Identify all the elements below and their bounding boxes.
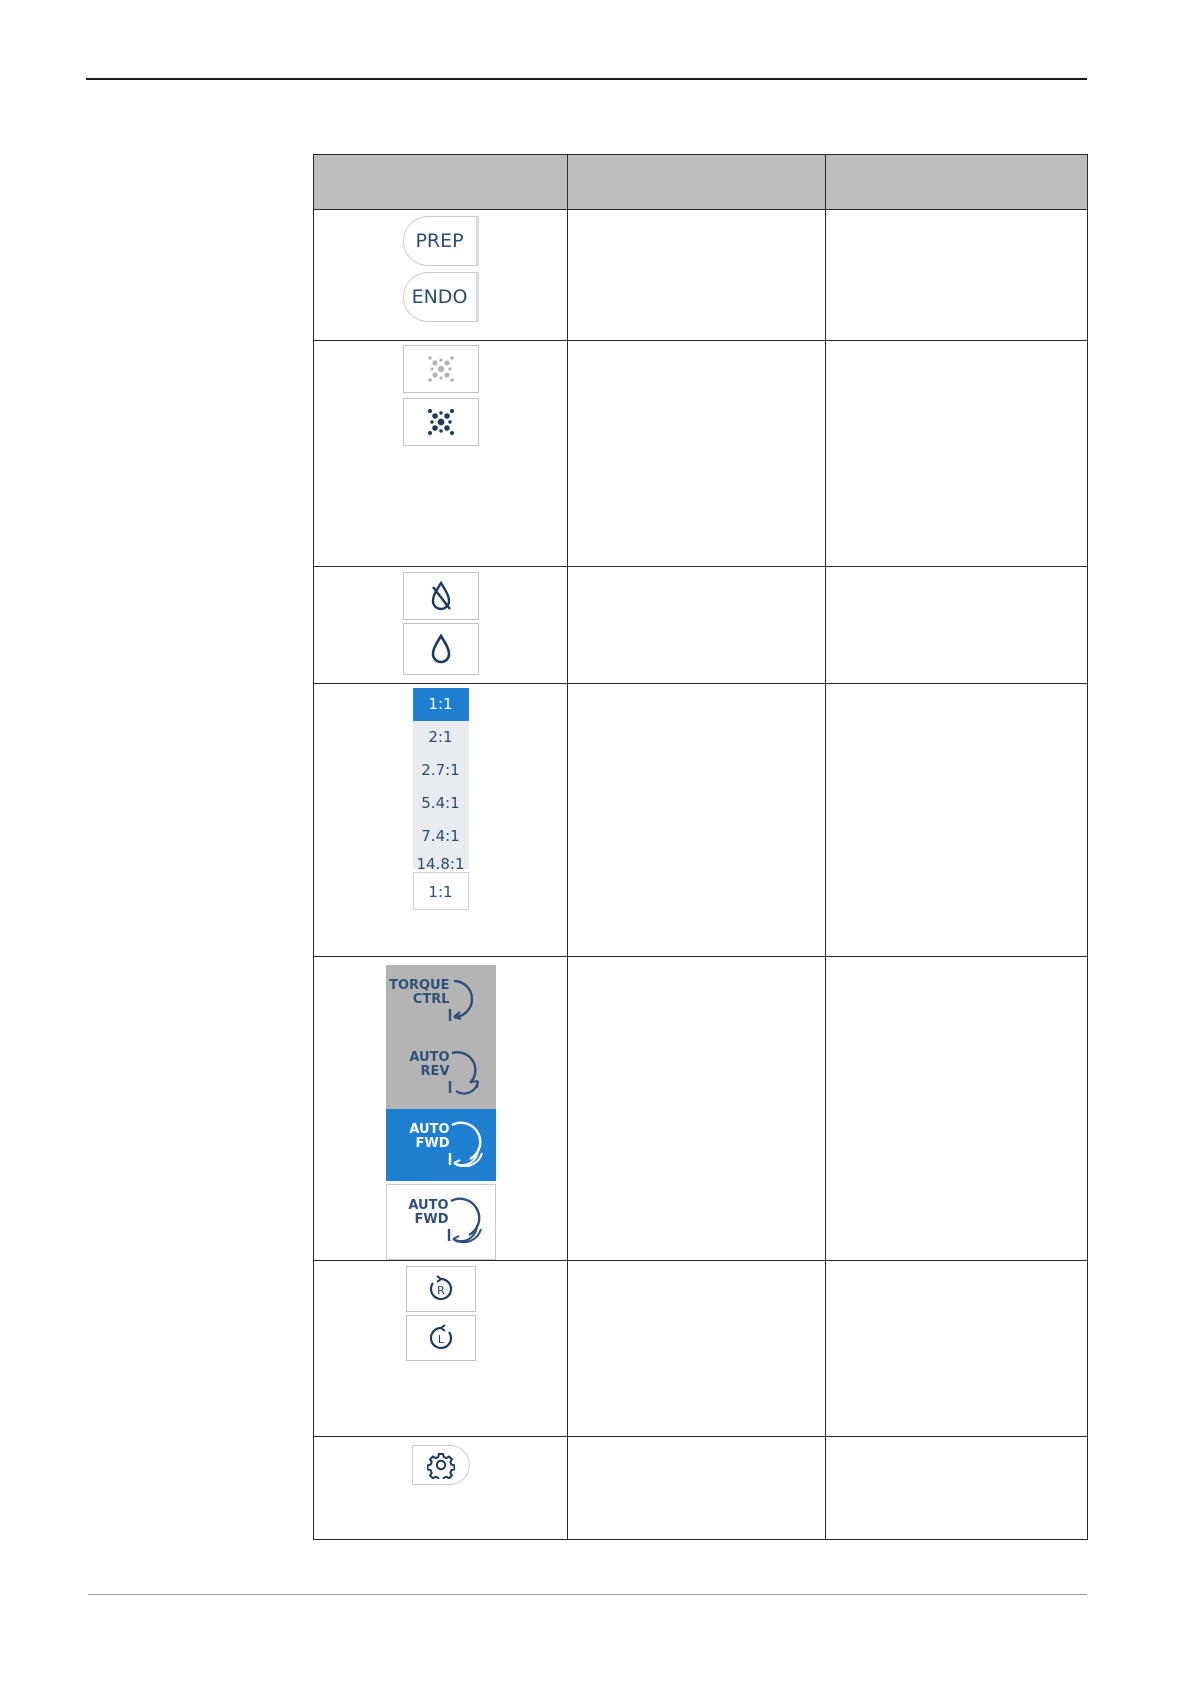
ratio-option[interactable]: 1:1 (413, 688, 469, 721)
gear-icon (427, 1451, 455, 1479)
description-cell (568, 684, 826, 957)
ratio-option[interactable]: 2.7:1 (413, 754, 469, 787)
mode-label (409, 1123, 449, 1151)
rotation-letter: L (437, 1333, 444, 1346)
coolant-on-button[interactable] (403, 623, 479, 675)
mode-label (389, 979, 449, 1007)
header-cell-description (568, 155, 826, 210)
auto-fwd-option[interactable] (386, 1109, 496, 1181)
rotate-right-icon (426, 1274, 456, 1304)
symbol-cell (314, 1437, 568, 1540)
table-header-row (314, 155, 1088, 210)
table-row (314, 684, 1088, 957)
auto-rev-arrow-icon (448, 1047, 488, 1095)
notes-cell (826, 957, 1088, 1261)
torque-arrow-icon (448, 975, 488, 1023)
rotate-left-icon (426, 1323, 456, 1353)
notes-cell (826, 341, 1088, 567)
endo-button[interactable]: ENDO (403, 272, 479, 322)
table-row (314, 567, 1088, 684)
notes-cell (826, 567, 1088, 684)
table-row (314, 957, 1088, 1261)
torque-ctrl-option[interactable] (386, 965, 496, 1037)
description-cell (568, 210, 826, 341)
gear-ratio-button[interactable]: 1:1 (413, 872, 469, 910)
auto-fwd-arrow-icon (448, 1119, 488, 1167)
symbol-cell (314, 567, 568, 684)
mode-label-line: FWD (415, 1136, 450, 1151)
description-cell (568, 567, 826, 684)
coolant-off-button[interactable] (403, 572, 479, 620)
ratio-option[interactable]: 2:1 (413, 721, 469, 754)
description-cell (568, 957, 826, 1261)
table-row (314, 341, 1088, 567)
mode-label-line: REV (420, 1064, 450, 1079)
table-row (314, 1437, 1088, 1540)
auto-fwd-arrow-icon (447, 1195, 487, 1243)
header-rule (86, 78, 1087, 80)
mode-label (408, 1199, 448, 1227)
rotation-right-button[interactable] (406, 1266, 476, 1312)
spray-off-button[interactable] (403, 345, 479, 393)
drop-icon (426, 632, 456, 666)
notes-cell (826, 210, 1088, 341)
symbol-cell (314, 341, 568, 567)
header-cell-notes (826, 155, 1088, 210)
description-cell (568, 341, 826, 567)
settings-button[interactable] (412, 1445, 470, 1485)
header-cell-symbol (314, 155, 568, 210)
ratio-option[interactable]: 5.4:1 (413, 787, 469, 820)
mode-label-line: CTRL (412, 992, 450, 1007)
symbol-cell (314, 1261, 568, 1437)
description-cell (568, 1261, 826, 1437)
torque-mode-list[interactable] (386, 965, 496, 1260)
rotation-letter: R (436, 1284, 445, 1297)
mode-label (409, 1051, 449, 1079)
mode-label-line: AUTO (408, 1198, 449, 1213)
notes-cell (826, 1437, 1088, 1540)
description-cell (568, 1437, 826, 1540)
symbol-table (313, 154, 1088, 1540)
footer-rule (88, 1594, 1087, 1595)
mode-label-line: AUTO (409, 1122, 450, 1137)
notes-cell (826, 1261, 1088, 1437)
spray-on-button[interactable] (403, 398, 479, 446)
spray-on-icon (421, 402, 461, 442)
rotation-left-button[interactable] (406, 1315, 476, 1361)
mode-label-line: AUTO (409, 1050, 450, 1065)
spray-off-icon (421, 349, 461, 389)
drop-off-icon (426, 579, 456, 613)
mode-label-line: TORQUE (389, 978, 450, 993)
symbol-cell (314, 684, 568, 957)
table-row (314, 210, 1088, 341)
gear-ratio-list[interactable] (413, 688, 469, 869)
auto-fwd-button[interactable] (386, 1184, 496, 1260)
auto-rev-option[interactable] (386, 1037, 496, 1109)
notes-cell (826, 684, 1088, 957)
ratio-option[interactable]: 7.4:1 (413, 820, 469, 853)
prep-button[interactable]: PREP (403, 216, 479, 266)
symbol-cell (314, 210, 568, 341)
mode-label-line: FWD (414, 1212, 449, 1227)
ratio-option[interactable]: 14.8:1 (413, 853, 469, 869)
table-row (314, 1261, 1088, 1437)
symbol-cell (314, 957, 568, 1261)
